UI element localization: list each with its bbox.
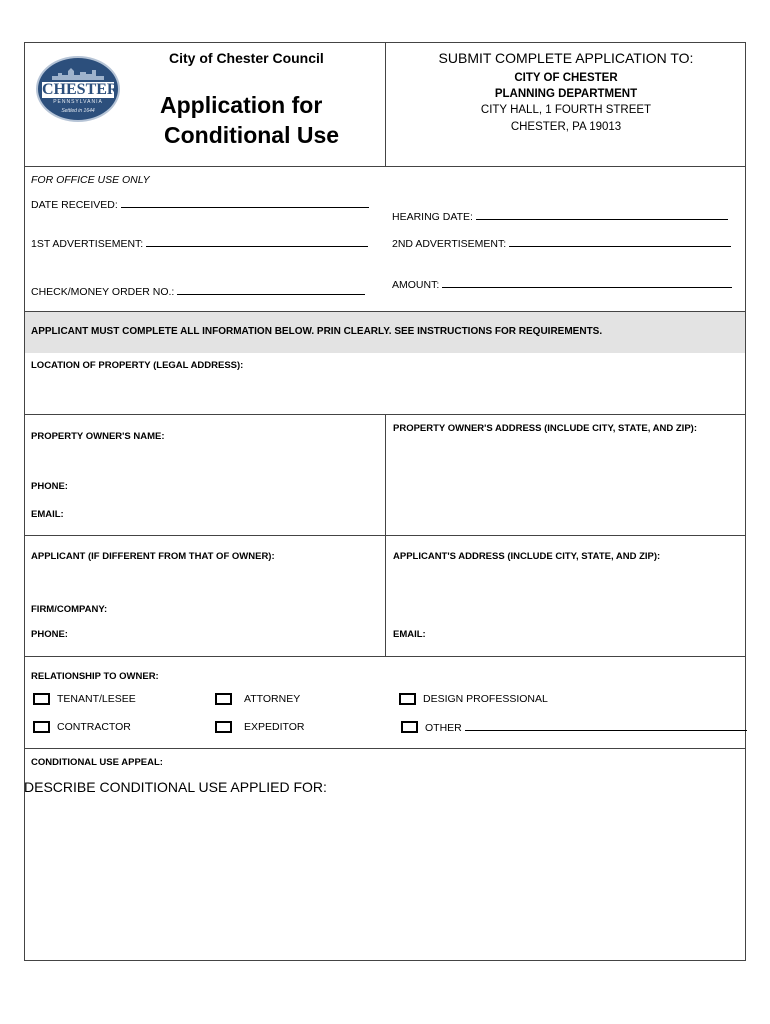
tenant-label: TENANT/LESEE xyxy=(57,693,136,705)
date-received-label: DATE RECEIVED: xyxy=(31,199,118,211)
first-ad-label: 1ST ADVERTISEMENT: xyxy=(31,238,144,250)
applicant-name-label[interactable]: APPLICANT (IF DIFFERENT FROM THAT OF OWNER): xyxy=(31,551,275,562)
second-ad-label: 2ND ADVERTISEMENT: xyxy=(392,238,507,250)
second-ad-line[interactable] xyxy=(509,237,731,247)
owner-email-label[interactable]: EMAIL: xyxy=(31,509,64,520)
submit-line1: CITY OF CHESTER xyxy=(514,72,618,84)
tenant-checkbox[interactable] xyxy=(33,693,50,705)
other-field[interactable] xyxy=(425,721,747,734)
other-label: OTHER xyxy=(425,722,462,734)
amount-field[interactable] xyxy=(392,278,732,291)
submit-line2: PLANNING DEPARTMENT xyxy=(494,88,638,100)
divider-owner xyxy=(24,535,746,536)
seal-settled: Settled in 1644 xyxy=(61,108,95,114)
divider-header xyxy=(24,166,746,167)
check-no-field[interactable] xyxy=(31,285,365,298)
divider-office xyxy=(24,311,746,312)
owner-address-label[interactable]: PROPERTY OWNER'S ADDRESS (INCLUDE CITY, STATE, AND ZIP): xyxy=(393,423,697,434)
owner-name-label[interactable]: PROPERTY OWNER'S NAME: xyxy=(31,431,165,442)
form-title-line1: Application for xyxy=(160,92,323,118)
applicant-firm-label[interactable]: FIRM/COMPANY: xyxy=(31,604,108,615)
other-line[interactable] xyxy=(465,721,747,731)
property-location-label[interactable]: LOCATION OF PROPERTY (LEGAL ADDRESS): xyxy=(31,360,244,371)
applicant-phone-label[interactable]: PHONE: xyxy=(31,629,68,640)
office-use-heading: FOR OFFICE USE ONLY xyxy=(31,174,150,186)
first-ad-field[interactable] xyxy=(31,237,368,250)
hearing-date-label: HEARING DATE: xyxy=(392,211,473,223)
skyline-icon xyxy=(52,68,104,80)
submit-line4: CHESTER, PA 19013 xyxy=(510,121,622,133)
design-professional-label: DESIGN PROFESSIONAL xyxy=(423,693,548,705)
submit-heading: SUBMIT COMPLETE APPLICATION TO: xyxy=(438,50,694,66)
applicant-email-label[interactable]: EMAIL: xyxy=(393,629,426,640)
attorney-label: ATTORNEY xyxy=(244,693,301,705)
applicant-address-label[interactable]: APPLICANT'S ADDRESS (INCLUDE CITY, STATE, AND ZIP): xyxy=(393,551,661,562)
check-no-label: CHECK/MONEY ORDER NO.: xyxy=(31,286,175,298)
appeal-heading: CONDITIONAL USE APPEAL: xyxy=(31,757,163,768)
city-seal-logo xyxy=(36,56,120,122)
form-title-line2: Conditional Use xyxy=(164,122,340,148)
second-ad-field[interactable] xyxy=(392,237,731,250)
contractor-checkbox[interactable] xyxy=(33,721,50,733)
divider-relationship xyxy=(24,748,746,749)
hearing-date-field[interactable] xyxy=(392,210,728,223)
date-received-line[interactable] xyxy=(121,198,369,208)
describe-label[interactable]: DESCRIBE CONDITIONAL USE APPLIED FOR: xyxy=(24,779,327,795)
expeditor-label: EXPEDITOR xyxy=(244,721,305,733)
instructions-text: APPLICANT MUST COMPLETE ALL INFORMATION BELOW. PRIN CLEARLY. SEE INSTRUCTIONS FOR REQUIREMENTS. xyxy=(31,326,603,337)
relationship-heading: RELATIONSHIP TO OWNER: xyxy=(31,671,159,682)
amount-line[interactable] xyxy=(442,278,732,288)
divider-applicant xyxy=(24,656,746,657)
submit-line3: CITY HALL, 1 FOURTH STREET xyxy=(480,104,652,116)
first-ad-line[interactable] xyxy=(146,237,368,247)
amount-label: AMOUNT: xyxy=(392,279,440,291)
seal-name: CHESTER xyxy=(42,81,119,98)
other-checkbox[interactable] xyxy=(401,721,418,733)
council-name: City of Chester Council xyxy=(169,50,324,66)
seal-state: PENNSYLVANIA xyxy=(53,99,103,105)
owner-phone-label[interactable]: PHONE: xyxy=(31,481,68,492)
attorney-checkbox[interactable] xyxy=(215,693,232,705)
check-no-line[interactable] xyxy=(177,285,365,295)
design-professional-checkbox[interactable] xyxy=(399,693,416,705)
expeditor-checkbox[interactable] xyxy=(215,721,232,733)
contractor-label: CONTRACTOR xyxy=(57,721,131,733)
date-received-field[interactable] xyxy=(31,198,369,211)
hearing-date-line[interactable] xyxy=(476,210,728,220)
